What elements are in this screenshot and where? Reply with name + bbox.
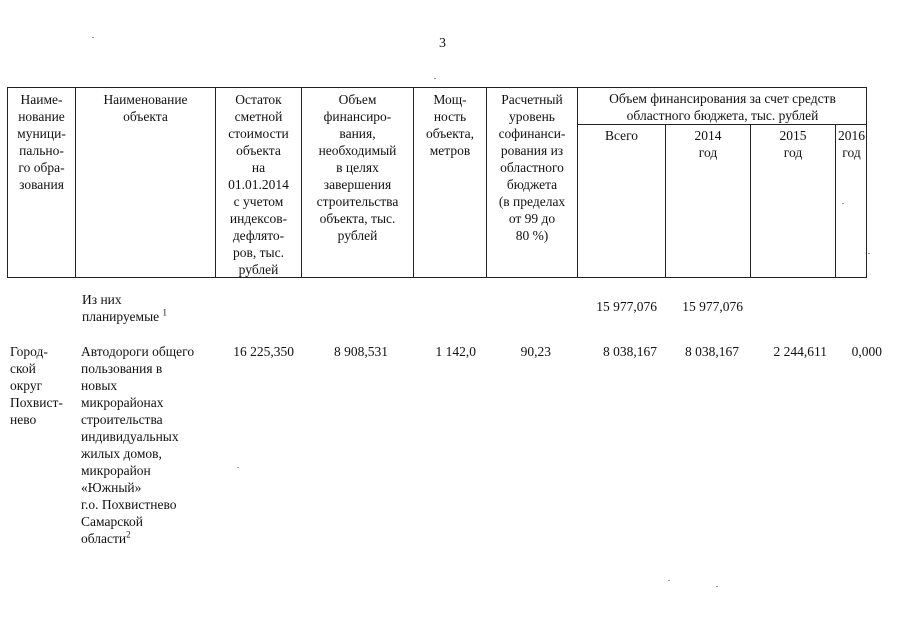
object-name: Автодороги общего пользования в новых микрорайонах строительства индивидуальных жилых домов, микрорайон «Южный» г.о. Похвистнево Самарской области$^2$ bbox=[81, 344, 195, 546]
header-cofinancing-level: Расчетный уровень софинанси- рования из областного бюджета (в пределах от 99 до 80 %) bbox=[498, 92, 566, 243]
footnote-1: 1 bbox=[162, 307, 168, 318]
footnote-2: 2 bbox=[126, 529, 131, 540]
cofinancing-level: 90,23 bbox=[520, 344, 551, 359]
remaining-cost: 16 225,350 bbox=[233, 344, 294, 359]
object-2016: 0,000 bbox=[851, 344, 882, 359]
header-total: Всего bbox=[604, 128, 639, 143]
header-funding-needed: Объем финансиро- вания, необходимый в целях завершения строительства объекта, тыс. рублей bbox=[316, 92, 399, 243]
capacity: 1 142,0 bbox=[435, 344, 476, 359]
header-object-name: Наименование объекта bbox=[103, 92, 188, 124]
municipality-name: Город- ской округ Похвист- нево bbox=[10, 344, 63, 427]
funding-needed: 8 908,531 bbox=[334, 344, 388, 359]
scan-speck bbox=[434, 78, 436, 79]
object-2014: 8 038,167 bbox=[685, 344, 739, 359]
header-capacity: Мощ- ность объекта, метров bbox=[425, 92, 475, 158]
header-remaining-cost: Остаток сметной стоимости объекта на 01.01.2014 с учетом индексов- дефлято- ров, тыс. рублей bbox=[228, 92, 289, 277]
object-total: 8 038,167 bbox=[603, 344, 657, 359]
planned-total: 15 977,076 bbox=[596, 299, 657, 314]
object-2015: 2 244,611 bbox=[773, 344, 827, 359]
scan-speck bbox=[237, 467, 239, 468]
group-divider bbox=[577, 124, 867, 125]
scan-speck bbox=[716, 586, 718, 587]
planned-2014: 15 977,076 bbox=[682, 299, 743, 314]
header-2014: 2014 год bbox=[694, 128, 722, 160]
header-2016: 2016 год bbox=[838, 128, 865, 160]
header-regional-budget: Объем финансирования за счет средств областного бюджета, тыс. рублей bbox=[609, 91, 836, 123]
header-2015: 2015 год bbox=[779, 128, 807, 160]
scan-speck bbox=[842, 203, 844, 204]
scan-speck bbox=[668, 580, 670, 581]
header-municipality: Наиме- нование муници- пально- го обра- зования bbox=[17, 92, 66, 192]
planned-label: Из них планируемые $^1$ bbox=[82, 292, 168, 324]
scan-speck bbox=[92, 37, 94, 38]
scan-speck bbox=[868, 253, 870, 254]
page-number: 3 bbox=[439, 36, 446, 51]
